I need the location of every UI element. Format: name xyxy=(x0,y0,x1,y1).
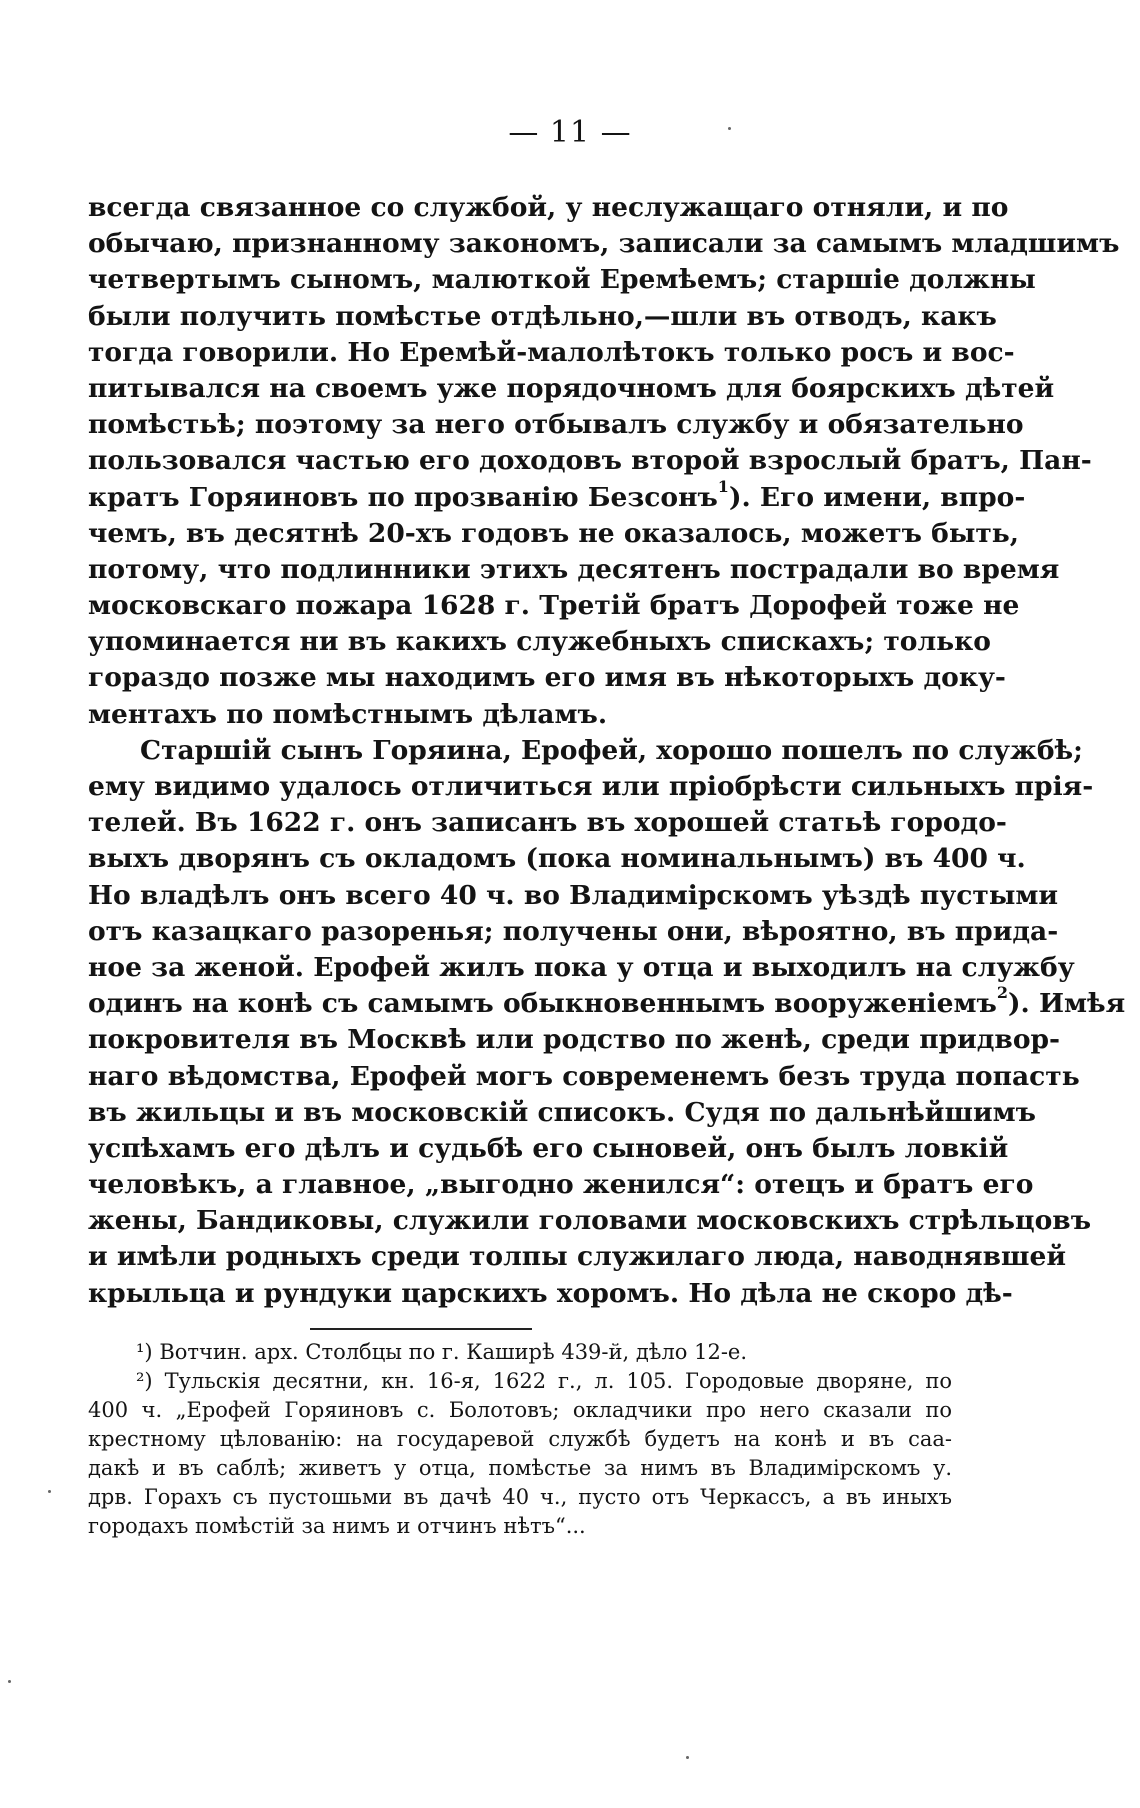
text-segment: ). Имѣя xyxy=(1007,988,1126,1020)
text-line: питывался на своемъ уже порядочномъ для боярскихъ дѣтей xyxy=(88,372,1055,404)
text-segment: ). Его имени, впро- xyxy=(728,481,1026,513)
text-line: потому, что подлинники этихъ десятенъ пострадали во время xyxy=(88,553,1060,585)
text-line: покровителя въ Москвѣ или родство по женѣ, среди придвор- xyxy=(88,1024,1061,1056)
text-line: упоминается ни въ какихъ служебныхъ спискахъ; только xyxy=(88,626,991,658)
footnote-line: крестному цѣлованію: на государевой службѣ будетъ на конѣ и въ саа- xyxy=(88,1427,952,1451)
footnote-ref-1: 1 xyxy=(717,476,729,496)
text-line xyxy=(88,476,1026,516)
text-line: телей. Въ 1622 г. онъ записанъ въ хорошей статьѣ городо- xyxy=(88,807,1007,839)
footnote-line: дрв. Горахъ съ пустошьми въ дачѣ 40 ч., пусто отъ Черкассъ, а въ иныхъ xyxy=(88,1485,952,1509)
text-line: были получить помѣстье отдѣльно,—шли въ отводъ, какъ xyxy=(88,300,997,332)
footnote-1 xyxy=(88,1338,952,1367)
footnote-marker: ¹) xyxy=(136,1340,153,1364)
text-line: ное за женой. Ерофей жилъ пока у отца и выходилъ на службу xyxy=(88,951,1075,983)
footnote-line: 400 ч. „Ерофей Горяиновъ с. Болотовъ; окладчики про него сказали по xyxy=(88,1398,952,1422)
text-line: жены, Бандиковы, служили головами московскихъ стрѣльцовъ xyxy=(88,1205,1092,1237)
print-speck xyxy=(686,1756,689,1759)
text-line: четвертымъ сыномъ, малюткой Еремѣемъ; старшіе должны xyxy=(88,264,1036,296)
text-line: успѣхамъ его дѣлъ и судьбѣ его сыновей, онъ былъ ловкій xyxy=(88,1132,1009,1164)
page-number: — 11 — xyxy=(508,115,632,150)
text-segment: кратъ Горяиновъ по прозванію Безсонъ xyxy=(88,481,718,513)
text-line xyxy=(88,983,1126,1022)
main-text xyxy=(88,190,1126,1312)
text-line: Но владѣлъ онъ всего 40 ч. во Владимірскомъ уѣздѣ пустыми xyxy=(88,879,1059,911)
footnote-ref-2: 2 xyxy=(996,983,1008,1003)
text-line: тогда говорили. Но Еремѣй-малолѣтокъ только росъ и вос- xyxy=(88,336,1015,368)
footnotes xyxy=(88,1338,952,1541)
footnote-line: городахъ помѣстій за нимъ и отчинъ нѣтъ“... xyxy=(88,1514,586,1538)
text-line: московскаго пожара 1628 г. Третій братъ Дорофей тоже не xyxy=(88,590,1020,622)
text-line: въ жильцы и въ московскій списокъ. Судя по дальнѣйшимъ xyxy=(88,1096,1036,1128)
text-line: человѣкъ, а главное, „выгодно женился“: отецъ и братъ его xyxy=(88,1169,1034,1201)
footnote-line: дакѣ и въ саблѣ; живетъ у отца, помѣстье за нимъ въ Владимірскомъ у. xyxy=(88,1456,952,1480)
text-line: Старшій сынъ Горяина, Ерофей, хорошо пошелъ по службѣ; xyxy=(140,734,1083,766)
text-line: чемъ, въ десятнѣ 20-хъ годовъ не оказалось, можетъ быть, xyxy=(88,517,1020,549)
text-line: обычаю, признанному закономъ, записали за самымъ младшимъ xyxy=(88,228,1120,260)
text-line: гораздо позже мы находимъ его имя въ нѣкоторыхъ доку- xyxy=(88,662,1006,694)
footnote-2 xyxy=(88,1367,952,1396)
text-line: наго вѣдомства, Ерофей могъ современемъ безъ труда попасть xyxy=(88,1060,1080,1092)
text-line: ментахъ по помѣстнымъ дѣламъ. xyxy=(88,698,608,730)
footnote-marker: ²) xyxy=(136,1369,153,1393)
footnote-text: Вотчин. арх. Столбцы по г. Каширѣ 439-й, дѣло 12-е. xyxy=(159,1340,748,1364)
print-speck xyxy=(728,127,731,130)
print-speck xyxy=(48,1490,51,1493)
text-line: помѣстьѣ; поэтому за него отбывалъ службу и обязательно xyxy=(88,409,1024,441)
text-line: выхъ дворянъ съ окладомъ (пока номинальнымъ) въ 400 ч. xyxy=(88,843,1026,875)
text-segment: одинъ на конѣ съ самымъ обыкновеннымъ вооруженіемъ xyxy=(88,988,997,1020)
text-line: ему видимо удалось отличиться или пріобрѣсти сильныхъ прія- xyxy=(88,771,1094,802)
footnote-divider xyxy=(310,1328,532,1330)
print-speck xyxy=(8,1680,11,1683)
footnote-text: Тульскія десятни, кн. 16-я, 1622 г., л. 105. Городовые дворяне, по xyxy=(164,1369,952,1393)
text-line: отъ казацкаго разоренья; получены они, вѣроятно, въ прида- xyxy=(88,915,1059,947)
text-line: всегда связанное со службой, у неслужащаго отняли, и по xyxy=(88,192,1009,223)
text-line: крыльца и рундуки царскихъ хоромъ. Но дѣла не скоро дѣ- xyxy=(88,1277,1013,1309)
text-line: пользовался частью его доходовъ второй взрослый братъ, Пан- xyxy=(88,445,1092,477)
text-line: и имѣли родныхъ среди толпы служилаго люда, наводнявшей xyxy=(88,1241,1067,1273)
